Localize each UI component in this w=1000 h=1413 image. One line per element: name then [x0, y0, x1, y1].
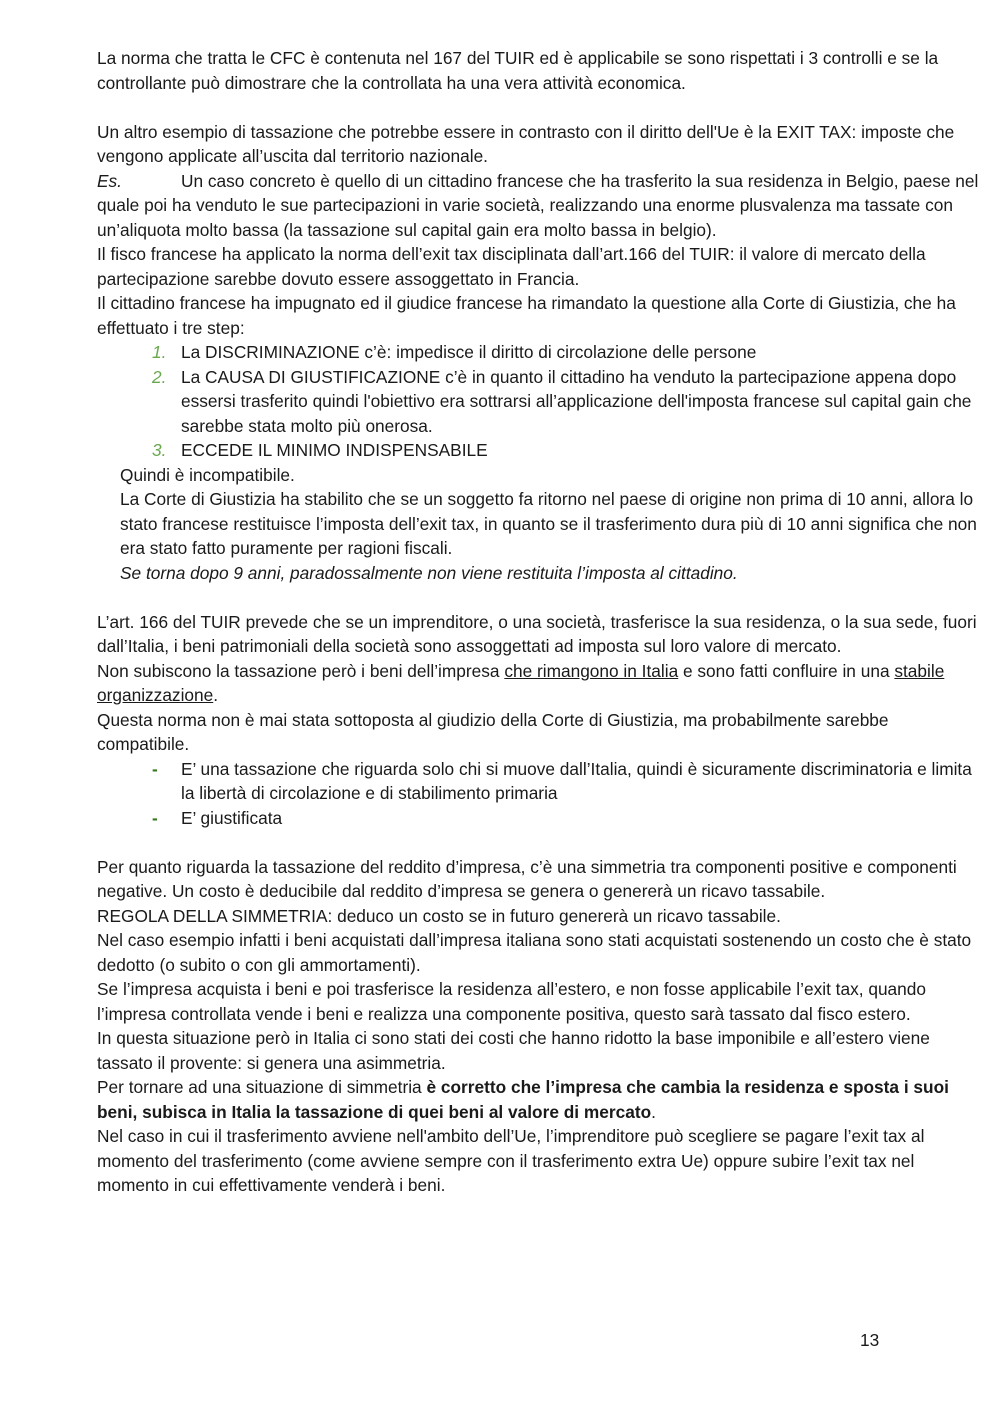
text-run: Non subiscono la tassazione però i beni dell’impresa [97, 660, 505, 681]
paragraph-permanent-establishment [97, 659, 982, 708]
list-item [152, 340, 982, 365]
page-body [97, 46, 982, 1198]
page-number: 13 [860, 1330, 880, 1350]
list-item-text: E’ giustificata [181, 807, 283, 828]
underlined-text: stabile organizzazione [97, 660, 945, 705]
list-item [152, 365, 982, 439]
paragraph-paradox: Se torna dopo 9 anni, paradossalmente non viene restituita l’imposta al cittadino. [120, 562, 738, 583]
text-run: Per tornare ad una situazione di simmetria [97, 1077, 427, 1097]
text-run: . [213, 685, 219, 705]
list-item [152, 806, 982, 831]
paragraph-symmetry: Per quanto riguarda la tassazione del reddito d’impresa, c’è una simmetria tra componenti positive e componenti negative. Un costo è deducibile dal reddito d’impresa se genera o genererà un ricavo tassabile. [97, 856, 957, 901]
paragraph-compatibility: Questa norma non è mai stata sottoposta al giudizio della Corte di Giustizia, ma probabilmente sarebbe compatibile. [97, 709, 889, 754]
spacer [97, 95, 982, 120]
bullet-dash: - [152, 758, 158, 779]
paragraph-example: Un caso concreto è quello di un cittadino francese che ha trasferito la sua residenza in Belgio, paese nel quale poi ha venduto le sue partecipazioni in varie società, realizzando una enorme plusvalenza ma tassate con un’aliquota molto bassa (la tassazione sul capital gain era molto bassa in belgio). [97, 170, 979, 240]
text-run: e sono fatti confluire in una [678, 660, 895, 681]
paragraph-eu-transfer: Nel caso in cui il trasferimento avviene nell'ambito dell’Ue, l’imprenditore può scegliere se pagare l’exit tax al momento del trasferimento (come avviene sempre con il trasferimento extra Ue) oppure subire l’exit tax nel momento in cui effettivamente venderà i beni. [97, 1126, 925, 1195]
list-item [152, 438, 982, 463]
underlined-text: che rimangono in Italia [504, 660, 679, 681]
bullet-dash: - [152, 807, 158, 828]
paragraph-court-ruling: La Corte di Giustizia ha stabilito che se un soggetto fa ritorno nel paese di origine non prima di 10 anni, allora lo stato francese restituisce l’imposta dell’exit tax, in quanto se il trasferimento dura più di 10 anni significa che non era stato fatto puramente per ragioni fiscali. [120, 489, 977, 558]
paragraph-example-costs: Nel caso esempio infatti i beni acquistati dall’impresa italiana sono stati acquistati sostenendo un costo che è stato dedotto (o subito o con gli ammortamenti). [97, 930, 972, 975]
spacer [97, 585, 982, 610]
list-item-text: La CAUSA DI GIUSTIFICAZIONE c’è in quanto il cittadino ha venduto la partecipazione appena dopo essersi trasferito quindi l'obiettivo era sottrarsi all’applicazione dell'imposta francese sul capital gain che sarebbe stata molto più onerosa. [181, 366, 972, 436]
paragraph-cfc: La norma che tratta le CFC è contenuta nel 167 del TUIR ed è applicabile se sono rispettati i 3 controlli e se la controllante può dimostrare che la controllata ha una vera attività economica. [97, 48, 939, 93]
paragraph-court: Il cittadino francese ha impugnato ed il giudice francese ha rimandato la questione alla Corte di Giustizia, che ha effettuato i tre step: [97, 293, 956, 338]
paragraph-exit-tax-intro: Un altro esempio di tassazione che potrebbe essere in contrasto con il diritto dell'Ue è la EXIT TAX: imposte che vengono applicate all’uscita dal territorio nazionale. [97, 121, 955, 166]
list-item [152, 757, 982, 806]
list-number: 3. [152, 440, 167, 460]
paragraph-incompatible: Quindi è incompatibile. [120, 464, 295, 485]
steps-list [97, 340, 982, 463]
paragraph-transfer-abroad: Se l’impresa acquista i beni e poi trasferisce la residenza all’estero, e non fosse applicabile l’exit tax, quando l’impresa controllata vende i beni e realizza una componente positiva, questo sarà tassato dal fisco estero. [97, 979, 927, 1024]
paragraph-symmetry-rule: REGOLA DELLA SIMMETRIA: deduco un costo se in futuro genererà un ricavo tassabile. [97, 905, 781, 926]
spacer [97, 830, 982, 855]
bold-text: è corretto che l’impresa che cambia la residenza e sposta i suoi beni, subisca in Italia la tassazione di quei beni al valore di mercato [97, 1077, 949, 1122]
list-number: 1. [152, 342, 167, 362]
list-item-text: E’ una tassazione che riguarda solo chi si muove dall’Italia, quindi è sicuramente discriminatoria e limita la libertà di circolazione e di stabilimento primaria [181, 758, 972, 803]
paragraph-asymmetry: In questa situazione però in Italia ci sono stati dei costi che hanno ridotto la base imponibile e all’estero viene tassato il provente: si genera una asimmetria. [97, 1028, 930, 1073]
paragraph-restore-symmetry [97, 1075, 982, 1124]
paragraph-art-166: L’art. 166 del TUIR prevede che se un imprenditore, o una società, trasferisce la sua residenza, o la sua sede, fuori dall’Italia, i beni patrimoniali della società sono assoggettati ad imposta sul loro valore di mercato. [97, 611, 977, 656]
list-item-text: ECCEDE IL MINIMO INDISPENSABILE [181, 440, 488, 460]
list-item-text: La DISCRIMINAZIONE c’è: impedisce il diritto di circolazione delle persone [181, 342, 757, 362]
bullet-list [97, 757, 982, 831]
list-number: 2. [152, 366, 167, 387]
paragraph-french-tax: Il fisco francese ha applicato la norma dell’exit tax disciplinata dall’art.166 del TUIR: il valore di mercato della partecipazione sarebbe dovuto essere assoggettato in Francia. [97, 244, 926, 289]
text-run: . [651, 1101, 656, 1122]
example-label: Es. [97, 170, 122, 191]
